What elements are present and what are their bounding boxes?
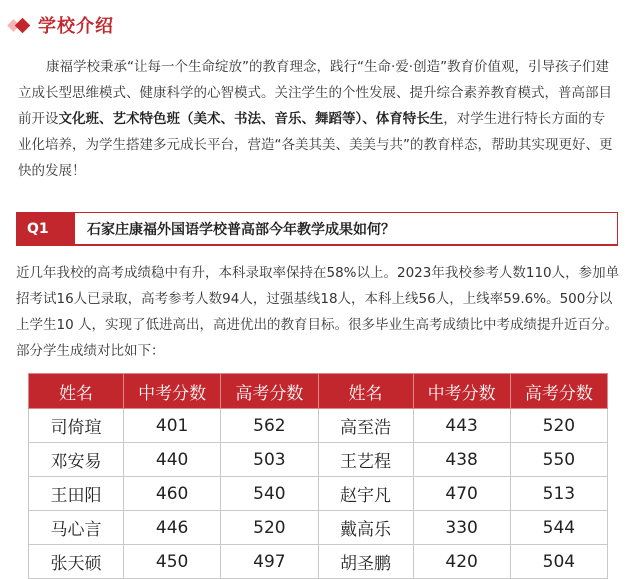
section-header: [8, 14, 114, 36]
table-cell: 戴高乐: [318, 511, 413, 545]
col-header-gaokao-1: 高考分数: [221, 374, 318, 409]
table-row: [29, 511, 608, 545]
intro-paragraph: [18, 54, 618, 184]
table-cell: 401: [124, 409, 221, 443]
col-header-name-2: 姓名: [318, 374, 413, 409]
table-cell: 胡圣鹏: [318, 545, 413, 579]
table-cell: 马心言: [29, 511, 124, 545]
table-row: [29, 477, 608, 511]
table-cell: 450: [124, 545, 221, 579]
table-cell: 赵宇凡: [318, 477, 413, 511]
table-cell: 420: [413, 545, 510, 579]
question-label: Q1: [17, 213, 75, 244]
table-cell: 司倚瑄: [29, 409, 124, 443]
table-cell: 446: [124, 511, 221, 545]
answer-text: 近几年我校的高考成绩稳中有升，本科录取率保持在58%以上。2023年我校参考人数110人，参加单招考试16人已录取，高考参考人数94人，过强基线18人，本科上线56人，上线率59.6%。500分以上学生10 人，实现了低进高出，高进优出的教育目标。很多毕业生高考成绩比中考成绩提升近百分。: [16, 265, 620, 333]
table-cell: 497: [221, 545, 318, 579]
intro-highlight: 文化班、艺术特色班（美术、书法、音乐、舞蹈等）、体育特长生: [58, 111, 444, 127]
answer-subtitle: 部分学生成绩对比如下：: [16, 343, 165, 359]
table-cell: 540: [221, 477, 318, 511]
table-cell: 440: [124, 443, 221, 477]
table-cell: 513: [510, 477, 607, 511]
table-header-row: [29, 374, 608, 409]
table-row: [29, 545, 608, 579]
col-header-name-1: 姓名: [29, 374, 124, 409]
table-cell: 470: [413, 477, 510, 511]
question-text: 石家庄康福外国语学校普高部今年教学成果如何？: [87, 221, 395, 238]
table-cell: 562: [221, 409, 318, 443]
table-cell: 503: [221, 443, 318, 477]
table-cell: 王艺程: [318, 443, 413, 477]
section-title: 学校介绍: [38, 16, 114, 37]
question-bar: [16, 212, 618, 246]
intro-text-1: 康福学校秉承“让每一个生命绽放”的教育理念，践行“生命·爱·创造”教育价值观，引导孩子们建立成长型思维模式、健康科学的心智模式。关注学生的个性发展、提升综合素养教育模式，普高部目前开设: [18, 59, 612, 127]
col-header-gaokao-2: 高考分数: [510, 374, 607, 409]
table-cell: 460: [124, 477, 221, 511]
table-cell: 544: [510, 511, 607, 545]
table-cell: 邓安易: [29, 443, 124, 477]
table-cell: 高至浩: [318, 409, 413, 443]
table-cell: 王田阳: [29, 477, 124, 511]
table-cell: 438: [413, 443, 510, 477]
table-cell: 443: [413, 409, 510, 443]
table-cell: 520: [510, 409, 607, 443]
table-row: [29, 443, 608, 477]
intro-text-2: ，对学生进行特长方面的专业化培养，为学生搭建多元成长平台，营造“各美其美、美美与共”的教育样态，帮助其实现更好、更快的发展！: [18, 111, 613, 179]
col-header-zhongkao-2: 中考分数: [413, 374, 510, 409]
table-cell: 330: [413, 511, 510, 545]
table-cell: 520: [221, 511, 318, 545]
score-table: [28, 373, 608, 579]
table-cell: 550: [510, 443, 607, 477]
table-row: [29, 409, 608, 443]
answer-block: [16, 260, 620, 364]
table-cell: 504: [510, 545, 607, 579]
diamond-icon: [8, 16, 32, 34]
col-header-zhongkao-1: 中考分数: [124, 374, 221, 409]
table-cell: 张天硕: [29, 545, 124, 579]
diamond-dark-shape: [15, 18, 31, 34]
